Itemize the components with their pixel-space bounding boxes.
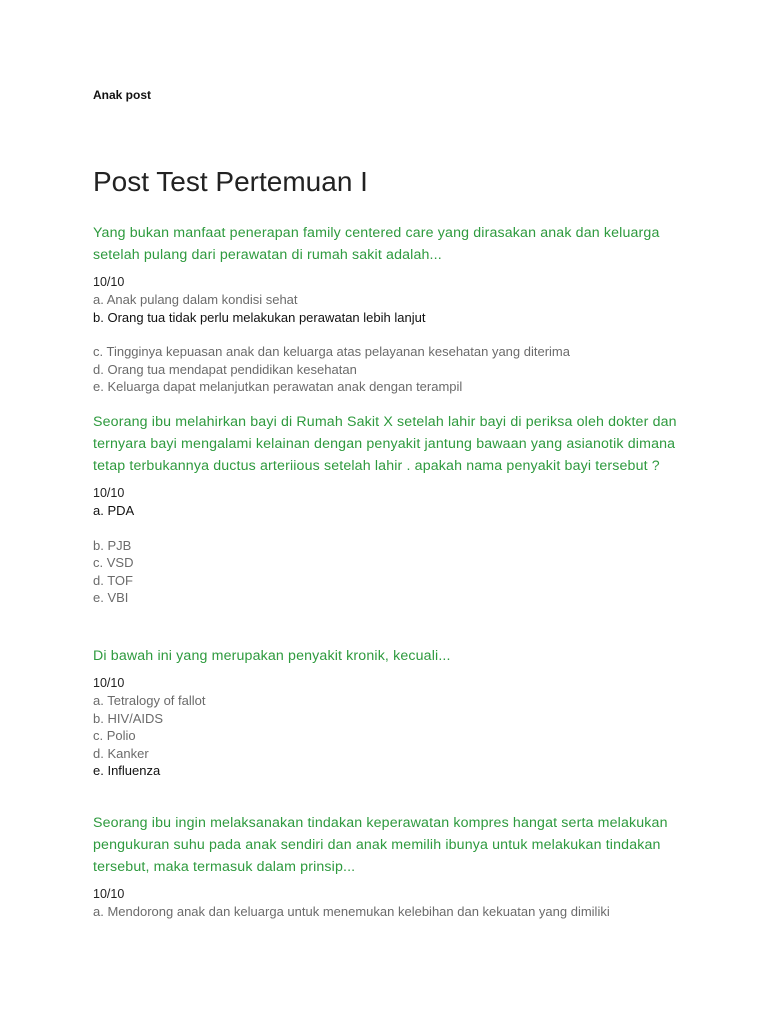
question-score: 10/10 [93,887,125,901]
answer-option: a. Anak pulang dalam kondisi sehat [93,292,298,307]
answer-option: c. Polio [93,728,136,743]
question-score: 10/10 [93,676,125,690]
question-block-4 [93,812,693,921]
answer-option: c. VSD [93,555,134,570]
question-block-2 [93,411,693,607]
answer-option: d. Kanker [93,745,149,761]
question-text: Seorang ibu melahirkan bayi di Rumah Sakit X setelah lahir bayi di periksa oleh dokter dan ternyara bayi mengalami kelainan dengan penyakit jantung bawaan yang asianotik dimana tetap terbukannya ductus arteriious setelah lahir . apakah nama penyakit bayi tersebut ? [93,414,677,474]
answer-option: c. Tingginya kepuasan anak dan keluarga atas pelayanan kesehatan yang diterima [93,344,570,359]
answer-option: b. HIV/AIDS [93,710,164,726]
page-title: Post Test Pertemuan I [93,166,368,197]
answer-option-selected: a. PDA [93,503,135,518]
question-block-1 [93,222,693,396]
answer-option-selected: e. Influenza [93,763,161,778]
answer-option: e. Keluarga dapat melanjutkan perawatan anak dengan terampil [93,379,463,394]
question-text: Di bawah ini yang merupakan penyakit kronik, kecuali... [93,648,451,664]
answer-option: d. Orang tua mendapat pendidikan kesehatan [93,361,357,377]
answer-option: d. TOF [93,572,133,588]
question-text: Yang bukan manfaat penerapan family centered care yang dirasakan anak dan keluarga setelah pulang dari perawatan di rumah sakit adalah... [93,225,660,263]
answer-option: a. Tetralogy of fallot [93,693,206,708]
answer-option: a. Mendorong anak dan keluarga untuk menemukan kelebihan dan kekuatan yang dimiliki [93,904,610,919]
question-score: 10/10 [93,486,125,500]
question-text: Seorang ibu ingin melaksanakan tindakan keperawatan kompres hangat serta melakukan pengukuran suhu pada anak sendiri dan anak memilih ibunya untuk melakukan tindakan tersebut, maka termasuk dalam prinsip... [93,815,668,875]
answer-option-selected: b. Orang tua tidak perlu melakukan perawatan lebih lanjut [93,309,426,325]
document-header: Anak post [93,88,152,102]
answer-option: e. VBI [93,590,129,605]
question-block-3 [93,645,693,780]
answer-option: b. PJB [93,537,132,553]
question-score: 10/10 [93,275,125,289]
